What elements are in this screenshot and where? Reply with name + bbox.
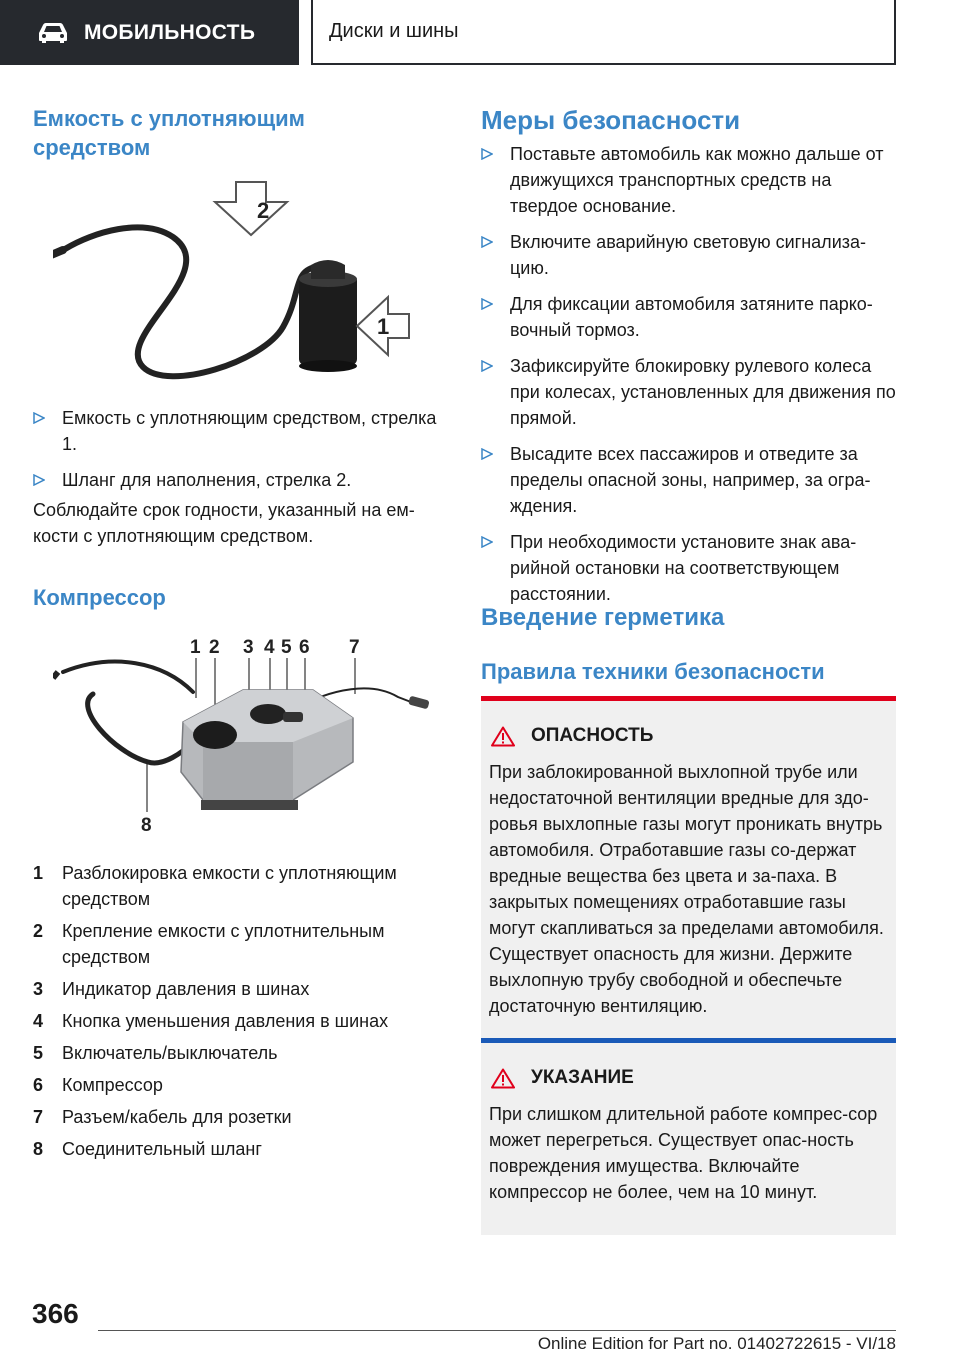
sealant-heading: Емкость с уплотняющим средством <box>33 106 305 160</box>
fig-label-4: 4 <box>264 637 275 658</box>
list-item-text: Шланг для наполнения, стрелка 2. <box>62 470 352 490</box>
warning-notice-title <box>489 1067 886 1089</box>
footer-divider <box>98 1330 896 1331</box>
section-header <box>0 0 299 65</box>
danger-text: При заблокированной выхлопной трубе или недостаточной вентиляции вредные для здо-ровья выхлопные газы могут проникать внутрь автомобиля. Отработавшие газы со-держат вредные вещества без цвета и за-паха. В закрытых помещениях отработавшие газы могут скапливаться за пределами автомобиля. Существует опасность для жизни. Держите выхлопную трубу свободной и обеспечьте достаточную вентиляцию. <box>489 762 884 1016</box>
danger-label: ОПАСНОСТЬ <box>531 725 654 746</box>
compressor-heading: Компрессор <box>33 585 166 610</box>
legend-row <box>33 1008 443 1034</box>
triangle-bullet-icon <box>481 353 510 431</box>
list-item-text: Емкость с уплотняющим средством, стрелка 1. <box>62 408 437 454</box>
legend-number: 5 <box>33 1043 44 1063</box>
legend-row <box>33 976 443 1002</box>
legend-row <box>33 918 443 970</box>
list-item <box>481 291 896 343</box>
sealant-note: Соблюдайте срок годности, указанный на ем-кости с уплотняющим средством. <box>33 500 415 546</box>
legend-text: Разблокировка емкости с уплотняющим средством <box>62 863 397 909</box>
list-item <box>481 353 896 431</box>
triangle-bullet-icon <box>481 529 510 607</box>
danger-notice-title <box>489 725 886 747</box>
safety-rules-heading: Правила техники безопасности <box>481 659 825 684</box>
list-item <box>481 529 896 607</box>
warning-text: При слишком длительной работе компрес-сор может перегреться. Существует опас-ность повреждения имущества. Включайте компрессор не более, чем на 10 минут. <box>489 1104 878 1202</box>
legend-number: 3 <box>33 979 44 999</box>
legend-text: Крепление емкости с уплотнительным средством <box>62 921 385 967</box>
chapter-title: Диски и шины <box>329 20 459 42</box>
legend-text: Включатель/выключатель <box>62 1043 278 1063</box>
list-item <box>33 467 443 495</box>
triangle-bullet-icon <box>33 467 62 495</box>
sealant-intro-heading: Введение герметика <box>481 604 725 631</box>
legend-row <box>33 1040 443 1066</box>
legend-number: 7 <box>33 1107 44 1127</box>
sealant-bullet-list <box>33 405 443 495</box>
list-item-text: Для фиксации автомобиля затяните парко-вочный тормоз. <box>510 294 873 340</box>
triangle-bullet-icon <box>33 405 62 457</box>
list-item <box>33 405 443 457</box>
legend-row <box>33 1104 443 1130</box>
legend-row <box>33 860 443 912</box>
list-item-text: Включите аварийную световую сигнализа-цию. <box>510 232 867 278</box>
fig-label-7: 7 <box>349 637 360 658</box>
warning-notice <box>481 1038 896 1235</box>
fig-label-2: 2 <box>257 198 270 223</box>
legend-row <box>33 1072 443 1098</box>
list-item-text: Поставьте автомобиль как можно дальше от движущихся транспортных средств на твердое основание. <box>510 144 884 216</box>
legend-number: 1 <box>33 863 44 883</box>
safety-bullet-list <box>481 141 896 607</box>
list-item-text: При необходимости установите знак ава-рийной остановки на соответствующем расстоянии. <box>510 532 857 604</box>
list-item-text: Зафиксируйте блокировку рулевого колеса при колесах, установленных для движения по прямой. <box>510 356 896 428</box>
compressor-legend <box>33 860 443 1162</box>
legend-number: 2 <box>33 921 44 941</box>
triangle-bullet-icon <box>481 141 510 219</box>
page-number: 366 <box>32 1298 79 1329</box>
list-item-text: Высадите всех пассажиров и отведите за пределы опасной зоны, например, за огра-ждения. <box>510 444 871 516</box>
triangle-bullet-icon <box>481 441 510 519</box>
compressor-illustration <box>53 632 453 838</box>
legend-text: Разъем/кабель для розетки <box>62 1107 292 1127</box>
fig-label-1: 1 <box>190 637 201 658</box>
legend-number: 6 <box>33 1075 44 1095</box>
triangle-bullet-icon <box>481 229 510 281</box>
fig-label-1: 1 <box>377 314 390 339</box>
warning-label: УКАЗАНИЕ <box>531 1067 634 1088</box>
fig-label-8: 8 <box>141 815 152 836</box>
fig-label-5: 5 <box>281 637 292 658</box>
legend-number: 4 <box>33 1011 44 1031</box>
fig-label-3: 3 <box>243 637 254 658</box>
legend-number: 8 <box>33 1139 44 1159</box>
list-item <box>481 441 896 519</box>
list-item <box>481 229 896 281</box>
legend-text: Компрессор <box>62 1075 163 1095</box>
legend-text: Соединительный шланг <box>62 1139 262 1159</box>
sealant-container-illustration <box>53 177 433 387</box>
car-icon <box>36 22 70 44</box>
legend-row <box>33 1136 443 1162</box>
warning-triangle-icon <box>491 726 515 747</box>
fig-label-2: 2 <box>209 637 220 658</box>
danger-notice <box>481 696 896 1041</box>
fig-label-6: 6 <box>299 637 310 658</box>
edition-text: Online Edition for Part no. 01402722615 - VI/18 <box>537 1334 896 1353</box>
legend-text: Кнопка уменьшения давления в шинах <box>62 1011 389 1031</box>
triangle-bullet-icon <box>481 291 510 343</box>
list-item <box>481 141 896 219</box>
legend-text: Индикатор давления в шинах <box>62 979 310 999</box>
section-title: МОБИЛЬНОСТЬ <box>84 20 256 44</box>
chapter-header <box>311 0 896 65</box>
warning-triangle-icon <box>491 1068 515 1089</box>
safety-heading: Меры безопасности <box>481 105 741 135</box>
